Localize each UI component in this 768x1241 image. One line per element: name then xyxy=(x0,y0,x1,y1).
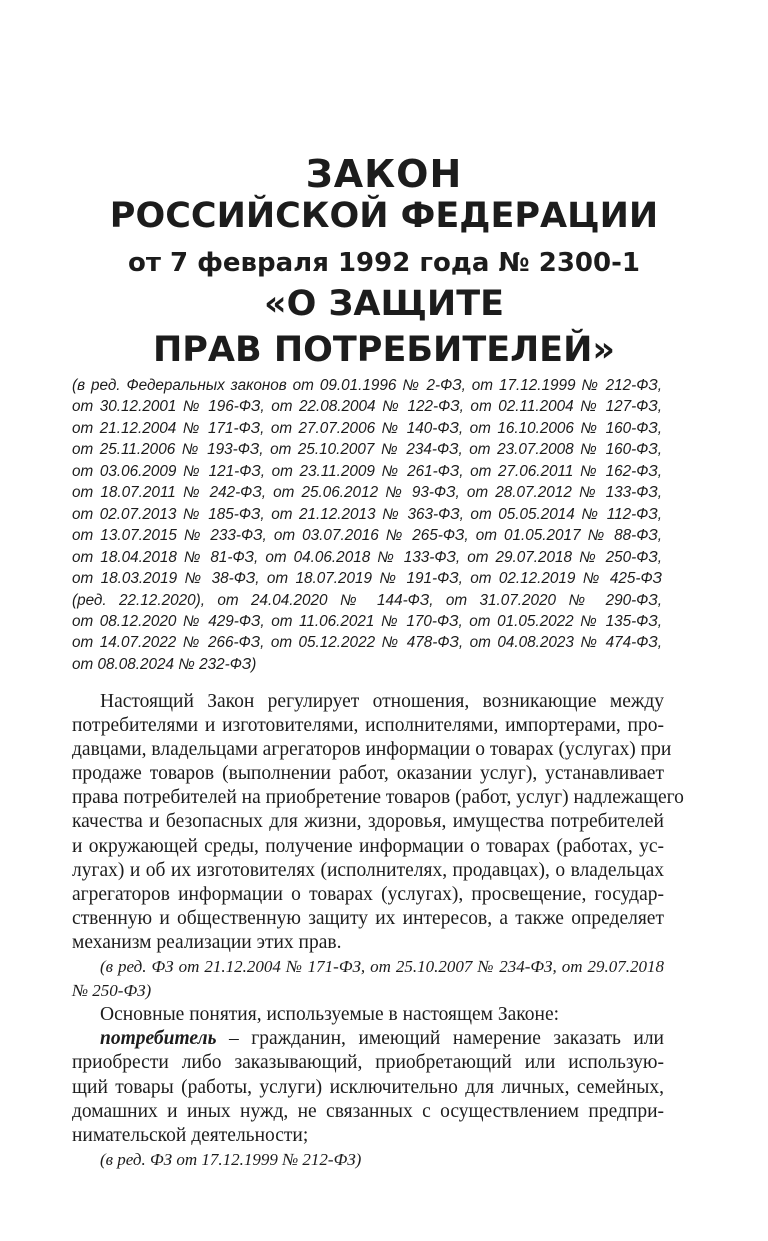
preamble-line: Настоящий Закон регулирует отношения, возникающие между xyxy=(100,691,664,712)
consumer-definition-line: нимательской деятельности; xyxy=(72,1124,309,1146)
amendment-line: (в ред. Федеральных законов от 09.01.1996 № 2-ФЗ, от 17.12.1999 № 212-ФЗ, xyxy=(72,377,662,394)
preamble-line: давцами, владельцами агрегаторов информации о товарах (услугах) при xyxy=(72,739,672,761)
amendment-line: от 21.12.2004 № 171-ФЗ, от 27.07.2006 № 140-ФЗ, от 16.10.2006 № 160-ФЗ, xyxy=(72,419,662,437)
consumer-definition-line: приобрести либо заказывающий, приобретающий или использую- xyxy=(72,1052,664,1074)
edition-note: № 250-ФЗ) xyxy=(72,981,152,1001)
edition-note: (в ред. ФЗ от 17.12.1999 № 212-ФЗ) xyxy=(100,1149,362,1169)
consumer-term: потребитель xyxy=(100,1028,217,1050)
preamble-line: продаже товаров (выполнении работ, оказании услуг), устанавливает xyxy=(72,763,664,785)
consumer-definition-line: щий товары (работы, услуги) исключительно для личных, семейных, xyxy=(72,1076,664,1098)
preamble-line: и окружающей среды, получение информации о товарах (работах, ус- xyxy=(72,835,664,857)
amendment-line: от 08.08.2024 № 232-ФЗ) xyxy=(72,655,257,673)
preamble-line: права потребителей на приобретение товаров (работ, услуг) надлежащего xyxy=(72,787,684,809)
amendment-line: от 18.07.2011 № 242-ФЗ, от 25.06.2012 № 93-ФЗ, от 28.07.2012 № 133-ФЗ, xyxy=(72,484,662,502)
amendment-line: от 08.12.2020 № 429-ФЗ, от 11.06.2021 № 170-ФЗ, от 01.05.2022 № 135-ФЗ, xyxy=(72,612,662,630)
amendment-line: от 02.07.2013 № 185-ФЗ, от 21.12.2013 № 363-ФЗ, от 05.05.2014 № 112-ФЗ, xyxy=(72,505,662,523)
consumer-definition-line: домашних и иных нужд, не связанных с осуществлением предпри- xyxy=(72,1100,664,1122)
preamble-paragraph xyxy=(72,690,684,1172)
law-name-line2: ПРАВ ПОТРЕБИТЕЛЕЙ» xyxy=(152,330,615,370)
consumer-definition-text: – гражданин, имеющий намерение заказать или xyxy=(216,1028,664,1050)
amendment-line: от 18.03.2019 № 38-ФЗ, от 18.07.2019 № 191-ФЗ, от 02.12.2019 № 425-ФЗ xyxy=(72,570,662,588)
amendment-line: от 03.06.2009 № 121-ФЗ, от 23.11.2009 № 261-ФЗ, от 27.06.2011 № 162-ФЗ, xyxy=(72,462,662,480)
law-name-line1: «О ЗАЩИТЕ xyxy=(264,284,504,324)
preamble-line: ственную и общественную защиту их интересов, а также определяет xyxy=(72,907,664,929)
preamble-line: качества и безопасных для жизни, здоровья, имущества потребителей xyxy=(72,811,664,833)
amendment-line: от 13.07.2015 № 233-ФЗ, от 03.07.2016 № 265-ФЗ, от 01.05.2017 № 88-ФЗ, xyxy=(72,527,662,545)
law-date-number: от 7 февраля 1992 года № 2300-1 xyxy=(128,248,640,278)
consumer-definition-line xyxy=(72,1027,664,1051)
law-title-line1: ЗАКОН xyxy=(305,152,463,196)
amendment-line: (ред. 22.12.2020), от 24.04.2020 № 144-ФЗ, от 31.07.2020 № 290-ФЗ, xyxy=(72,591,662,609)
amendment-line: от 25.11.2006 № 193-ФЗ, от 25.10.2007 № 234-ФЗ, от 23.07.2008 № 160-ФЗ, xyxy=(72,441,662,459)
preamble-line: лугах) и об их изготовителях (исполнителях, продавцах), о владельцах xyxy=(72,859,664,881)
preamble-line: потребителями и изготовителями, исполнителями, импортерами, про- xyxy=(72,715,664,737)
amendment-line: от 14.07.2022 № 266-ФЗ, от 05.12.2022 № 478-ФЗ, от 04.08.2023 № 474-ФЗ, xyxy=(72,634,662,652)
law-title-line2: РОССИЙСКОЙ ФЕДЕРАЦИИ xyxy=(109,196,659,236)
preamble-line: механизм реализации этих прав. xyxy=(72,931,342,953)
concepts-intro: Основные понятия, используемые в настоящем Законе: xyxy=(100,1004,560,1026)
preamble-line: агрегаторов информации о товарах (услугах), просвещение, государ- xyxy=(72,883,664,905)
amendments-list xyxy=(72,375,662,675)
amendment-line: от 30.12.2001 № 196-ФЗ, от 22.08.2004 № 122-ФЗ, от 02.11.2004 № 127-ФЗ, xyxy=(72,398,662,416)
edition-note: (в ред. ФЗ от 21.12.2004 № 171-ФЗ, от 25.10.2007 № 234-ФЗ, от 29.07.2018 xyxy=(100,957,664,977)
amendment-line: от 18.04.2018 № 81-ФЗ, от 04.06.2018 № 133-ФЗ, от 29.07.2018 № 250-ФЗ, xyxy=(72,548,662,566)
